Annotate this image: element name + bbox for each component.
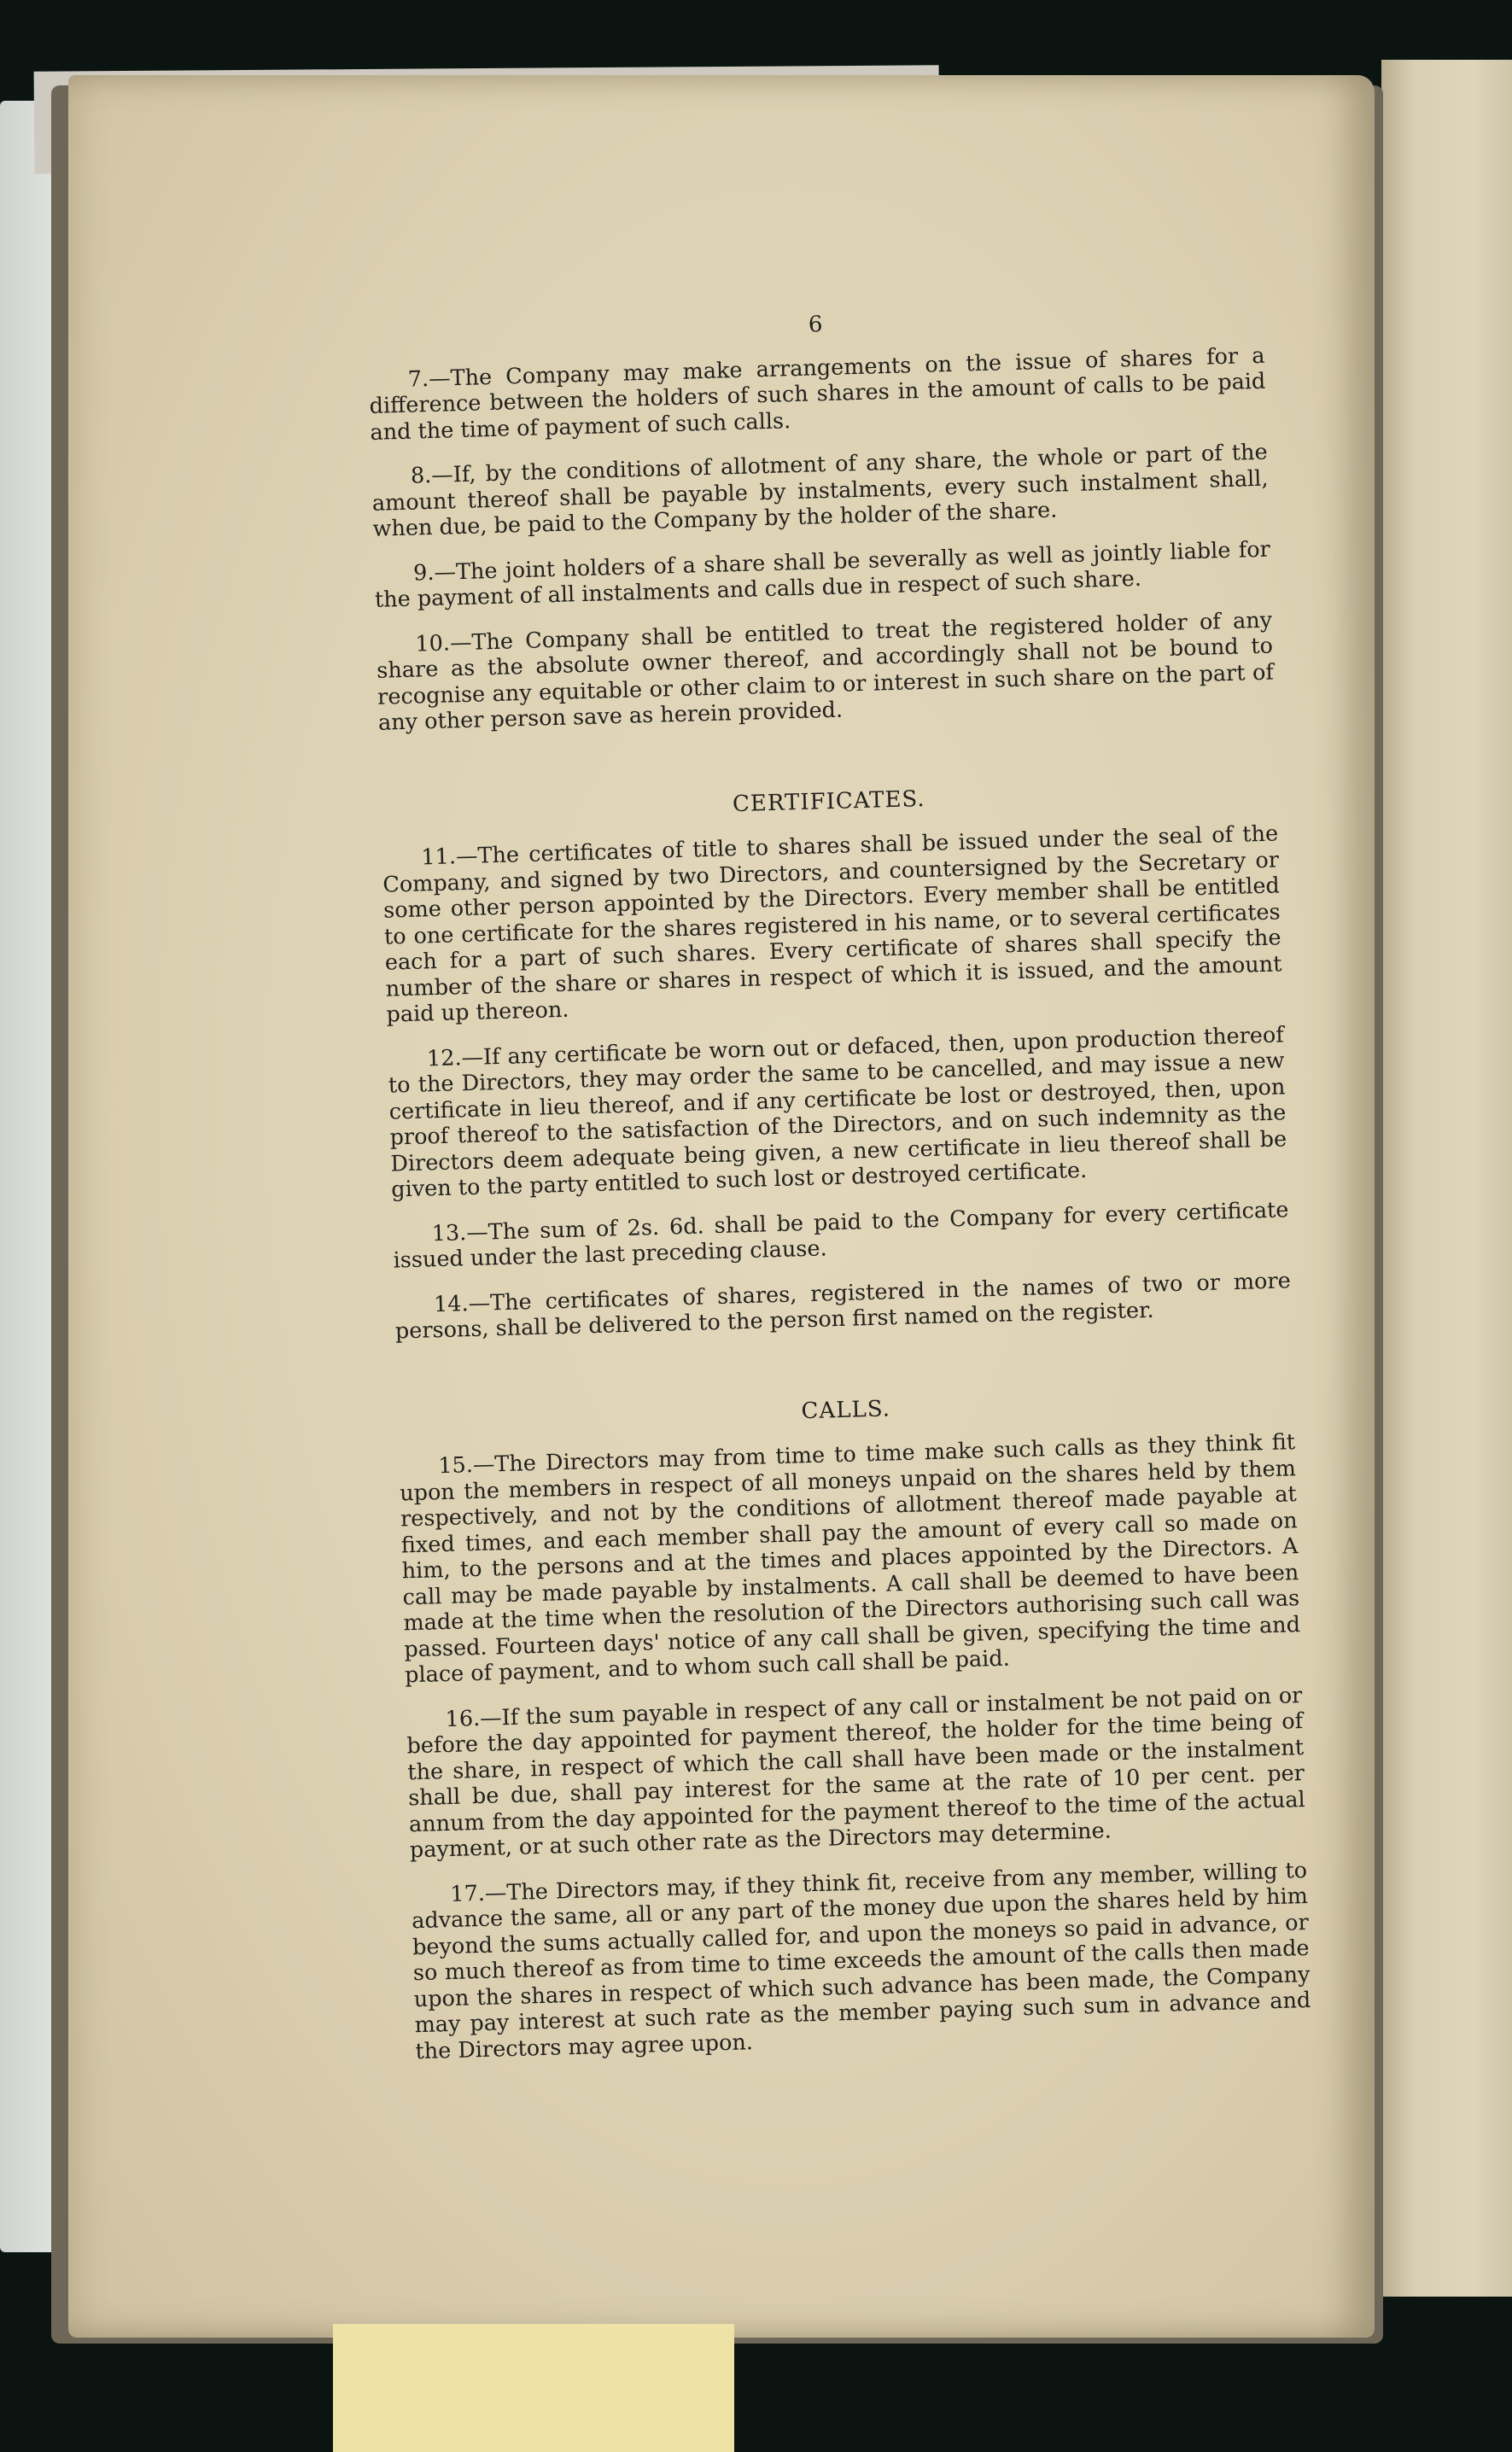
page-text bbox=[367, 300, 1312, 2084]
clause-9: 9.—The joint holders of a share shall be severally as well as jointly liable for the payment of all instalments and calls due in respect of such share. bbox=[374, 536, 1271, 613]
clause-11: 11.—The certificates of title to shares shall be issued under the seal of the Company, and signed by two Directors, and countersigned by the Secretary or some other person appointed by the Directors. Every member shall be entitled to one certificate for the shares registered in his name, or to several certificates each for a part of such shares. Every certificate of shares shall specify the number of the share or shares in respect of which it is issued, and the amount paid up thereon. bbox=[382, 820, 1282, 1028]
clause-17: 17.—The Directors may, if they think fit, receive from any member, willing to advance the same, all or any part of the money due upon the shares held by him beyond the sums actually called for, and upon the moneys so paid in advance, or so much thereof as from time to time exceeds the amount of the calls then made upon the shares in respect of which such advance has been made, the Company may pay interest at such rate as the member paying such sum in advance and the Directors may agree upon. bbox=[411, 1857, 1311, 2064]
clause-12: 12.—If any certificate be worn out or defaced, then, upon production thereof to the Directors, they may order the same to be cancelled, and may issue a new certificate in lieu thereof, and if any certificate be lost or destroyed, then, upon proof thereof to the satisfaction of the Directors, and on such indemnity as the Directors deem adequate being given, a new certificate in lieu thereof shall be given to the party entitled to such lost or destroyed certificate. bbox=[388, 1021, 1287, 1203]
certificates-heading: CERTIFICATES. bbox=[732, 785, 925, 817]
clause-10: 10.—The Company shall be entitled to treat the registered holder of any share as the absolute owner thereof, and accordingly shall not be bound to recognise any equitable or other claim to or interest in such share on the part of any other person save as herein provided. bbox=[376, 607, 1275, 736]
clause-13: 13.—The sum of 2s. 6d. shall be paid to the Company for every certificate issued under the last preceding clause. bbox=[393, 1196, 1289, 1274]
paper-tab bbox=[333, 2324, 734, 2452]
clause-16: 16.—If the sum payable in respect of any call or instalment be not paid on or before the day appointed for payment thereof, the holder for the time being of the share, in respect of which the call shall have been made or the instalment shall be due, shall pay interest for the same at the rate of 10 per cent. per annum from the day appointed for the payment thereof to the time of the actual payment, or at such other rate as the Directors may determine. bbox=[406, 1682, 1306, 1864]
clause-15: 15.—The Directors may from time to time make such calls as they think fit upon the members in respect of all moneys unpaid on the shares held by them respectively, and not by the conditions of allotment thereof made payable at fixed times, and each member shall pay the amount of every call so made on him, to the persons and at the times and places appointed by the Directors. A call may be made payable by instalments. A call shall be deemed to have been made at the time when the resolution of the Directors authorising such call was passed. Fourteen days' notice of any call shall be given, specifying the time and place of payment, and to whom such call shall be paid. bbox=[399, 1429, 1301, 1689]
facing-page-edge bbox=[1381, 60, 1512, 2297]
calls-heading: CALLS. bbox=[801, 1395, 891, 1424]
clause-14: 14.—The certificates of shares, registered in the names of two or more persons, shall be delivered to the person first named on the register. bbox=[394, 1267, 1292, 1345]
clause-8: 8.—If, by the conditions of allotment of any share, the whole or part of the amount thereof shall be payable by instalments, every such instalment shall, when due, be paid to the Company by the holder of the share. bbox=[371, 439, 1269, 542]
page-number: 6 bbox=[808, 312, 823, 338]
clause-7: 7.—The Company may make arrangements on the issue of shares for a difference between the holders of such shares in the amount of calls to be paid and the time of payment of such calls. bbox=[369, 342, 1266, 446]
